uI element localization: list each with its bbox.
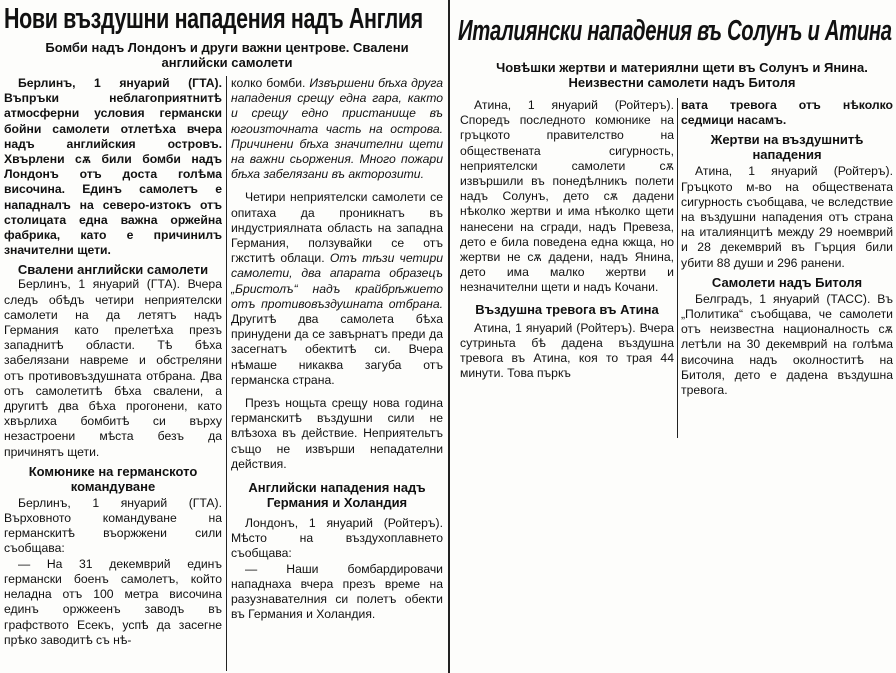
- heading-air-alert-athens: Въздушна тревога въ Атина: [475, 301, 659, 317]
- right-column-1: [460, 98, 674, 458]
- right-subheadline: Човѣшки жертви и материялни щети въ Солунъ и Янина. Неизвестни самолети надъ Битоля: [496, 60, 868, 90]
- right-column-2: [681, 98, 893, 458]
- right-headline: Италиянски нападения въ Солунъ и Атина: [458, 15, 892, 47]
- article-london: Лондонъ, 1 януарий (Ройтеръ). Мѣсто на въздухоплавнето съобщава:: [231, 516, 443, 561]
- article-air-alert: Атина, 1 януарий (Ройтеръ). Вчера сутриньта бѣ дадена въздушна тревога въ Атина, коя то трая 44 минути. Това пъркъ: [460, 320, 674, 381]
- left-column-divider: [226, 76, 227, 671]
- right-column-divider: [677, 98, 678, 438]
- article-london-cont: — Наши бомбардировачи нападнаха вчера презъ време на разузнавателния си полетъ обекти въ Германия и Холандия.: [231, 561, 443, 622]
- article-four-planes-end: Другитѣ два самолета бѣха принудени да се завърнатъ преди да засегнатъ обектитѣ си. Вчера нѣмаше никаква загуба отъ германска страна.: [231, 312, 443, 387]
- right-headline-box: [458, 14, 896, 58]
- article-downed-planes: Берлинъ, 1 януарий (ГТА). Вчера следъ обѣдъ четири неприятелски самолети на да летятъ надъ Германия като прелетѣха презъ западнитѣ области. Тѣ бѣха забелязани навреме и обстреляни отъ противовъздушната отбрана. Два отъ самолетитѣ бѣха свалени, а другитѣ два бѣха прогонени, като хвърлиха бомбитѣ си върху незастроени мѣста безъ да причинятъ щети.: [4, 277, 222, 459]
- article-new-year-night: Презъ нощьта срещу нова година германскитѣ въздушни сили не влѣзоха въ действие. Неприятельтъ също не извърши непадателни действия.: [231, 396, 443, 471]
- page-gutter: [448, 0, 450, 673]
- article-berlin-1: Берлинъ, 1 януарий (ГТА). Въпръки неблагоприятнитѣ атмосферни условия германски бойни самолети отлетѣха вчера надъ английския островъ. Хвърлени сѫ били бомби надъ Лондонъ отъ доста голѣма височина. Единъ самолетъ е нападналъ на северо-изтокъ отъ столицата една важна оржейна фабрика, като е причинилъ значителни щети.: [4, 76, 222, 258]
- heading-downed-planes: Свалени английски самолети: [17, 262, 209, 278]
- article-four-planes-italic: Отъ тѣзи четири самолети, два апарата образецъ „Бристолъ“ надъ крайбрѣжието отъ противовъздушната отбрана.: [231, 251, 443, 311]
- article-four-planes: Четири неприятелски самолети се опитаха да проникнатъ въ индустриялната область на западна Германия, ползувайки се отъ гжститѣ облаци.: [231, 190, 443, 266]
- article-communique: Берлинъ, 1 януарий (ГТА). Върховното командуване на германскитѣ въоржжени сили съобщава:: [4, 495, 222, 556]
- left-column-2: [231, 76, 443, 673]
- article-athens-1: Атина, 1 януарий (Ройтеръ). Споредъ последното комюнике на гръцкото правителство на обществената сигурность, неприятелски самолети сѫ извършили въ понедѣлникъ полети надъ Солунъ, дето сѫ дадени нѣколко жертви и има нѣколко щети нанесени на сгради, надъ Превеза, дето е била поведена една кжща, но жертви не сѫ дадени, надъ Янина, дето има малко жертви и незначителни щети и надъ Кочани.: [460, 98, 674, 295]
- left-headline-box: [4, 2, 444, 42]
- article-bitola: Белградъ, 1 януарий (ТАСС). Въ „Политика“ съобщава, че самолети отъ неизвестна националность сѫ летѣли на 30 декемврий на голѣма височина надъ околноститѣ на Битоля, дето е дадена въздушна тревога.: [681, 291, 893, 398]
- article-bombs-italic: Извършени бѣха друга нападения срещу една гара, както и срещу едно пристанище въ югоизточната часть на острова. Причинени бѣха значителни щети на важни сьоржения. Много пожари бѣха забелязани въ акторозити.: [231, 76, 443, 182]
- left-headline: Нови въздушни нападения надъ Англия: [4, 3, 423, 35]
- left-subheadline: Бомби надъ Лондонъ и други важни центрове. Свалени английски самолети: [45, 40, 409, 70]
- article-alert-cont: вата тревога отъ нѣколко седмици насамъ.: [681, 98, 893, 128]
- heading-english-attacks: Английски нападения надъ Германия и Холандия: [248, 480, 426, 511]
- heading-victims: Жертви на въздушнитѣ нападения: [710, 132, 864, 163]
- article-communique-cont: — На 31 декемврий единъ германски боенъ самолетъ, който неладна отъ 100 метра височина единъ оржжеенъ заводъ въ графството Есекъ, успѣ да засегне прѣко заводитѣ съ нѣ-: [4, 556, 222, 647]
- right-subheadline-box: [470, 60, 894, 92]
- article-bombs-text: колко бомби.: [231, 76, 306, 90]
- left-column-1: [4, 76, 222, 673]
- heading-german-communique: Комюнике на германското командуване: [28, 463, 198, 494]
- article-victims: Атина, 1 януарий (Ройтеръ). Гръцкото м-во на обществената сигурность съобщава, че вследствие на въздушни нападения отъ страна на италиянцитѣ между 29 ноемврий и 28 декемврий въ Гърция били убити 88 души и 296 ранени.: [681, 164, 893, 270]
- heading-bitola: Самолети надъ Битоля: [711, 274, 863, 290]
- left-subheadline-box: [12, 40, 442, 72]
